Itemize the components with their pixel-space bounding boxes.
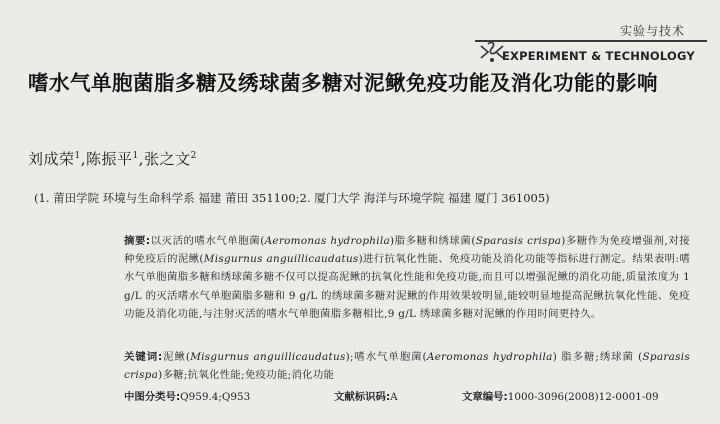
- text-run: ) 脂多糖;绣球菌 (: [552, 351, 643, 363]
- section-title-en: EXPERIMENT & TECHNOLOGY: [502, 49, 695, 63]
- keywords-label: 关键词:: [124, 351, 163, 363]
- author-affil-mark: 1: [74, 151, 81, 161]
- text-run: 泥鳅(: [162, 351, 191, 363]
- header-rule: [475, 40, 707, 42]
- latin-species-name: Misgurnus anguillicaudatus: [203, 253, 359, 266]
- latin-species-name: Misgurnus anguillicaudatus: [190, 351, 346, 363]
- article-number: 文章编号:1000-3096(2008)12-0001-09: [462, 391, 659, 403]
- section-title-cn: 实验与技术: [620, 24, 686, 38]
- document-code: 文献标识码:A: [334, 391, 398, 403]
- keywords-text: [124, 351, 690, 381]
- abstract: [124, 232, 690, 323]
- text-run: );嗜水气单胞菌(: [345, 351, 427, 363]
- abstract-label: 摘要:: [124, 235, 151, 247]
- author-name: 陈振平: [86, 150, 133, 168]
- abstract-text: [124, 235, 690, 320]
- author-affil-mark: 2: [190, 151, 197, 161]
- text-run: 以灭活的嗜水气单胞菌(: [150, 235, 265, 247]
- text-run: )多糖;抗氧化性能;免疫功能;消化功能: [158, 369, 335, 381]
- text-run: )多糖作为免疫增强剂,对接种免疫后的泥鳅(: [124, 235, 690, 266]
- latin-species-name: Sparasis crispa: [475, 235, 562, 247]
- paper-title: 嗜水气单胞菌脂多糖及绣球菌多糖对泥鳅免疫功能及消化功能的影响: [28, 71, 658, 95]
- latin-species-name: Aeromonas hydrophila: [426, 351, 553, 363]
- text-run: )脂多糖和绣球菌(: [390, 235, 476, 247]
- keywords: [124, 348, 690, 384]
- latin-species-name: Sparasis crispa: [124, 351, 691, 381]
- author-affil-mark: 1: [132, 151, 139, 161]
- author-name: 刘成荣: [28, 150, 75, 168]
- clc-number: 中图分类号:Q959.4;Q953: [124, 391, 251, 403]
- author-name: 张之文: [144, 150, 191, 168]
- affiliations: (1. 莆田学院 环境与生命科学系 福建 莆田 351100;2. 厦门大学 海洋与环境学院 福建 厦门 361005): [34, 191, 550, 205]
- text-run: )进行抗氧化性能、免疫功能及消化功能等指标进行测定。结果表明:嗜水气单胞菌脂多糖和绣球菌多糖不仅可以提高泥鳅的抗氧化性能和免疫功能,而且可以增强泥鳅的消化功能,质量浓度为 1 g/L 的灭活嗜水气单胞菌脂多糖和 9 g/L 的绣球菌多糖对泥鳅的作用效果较明显,能较明显地提高泥鳅抗氧化性能、免疫功能及消化功能,与注射灭活的嗜水气单胞菌脂多糖相比,9 g/L 绣球菌多糖对泥鳅的作用时间更持久。: [124, 253, 691, 320]
- author-list: 刘成荣$^1$,陈振平$^1$,张之文$^2$: [28, 150, 197, 168]
- latin-species-name: Aeromonas hydrophila: [264, 235, 391, 247]
